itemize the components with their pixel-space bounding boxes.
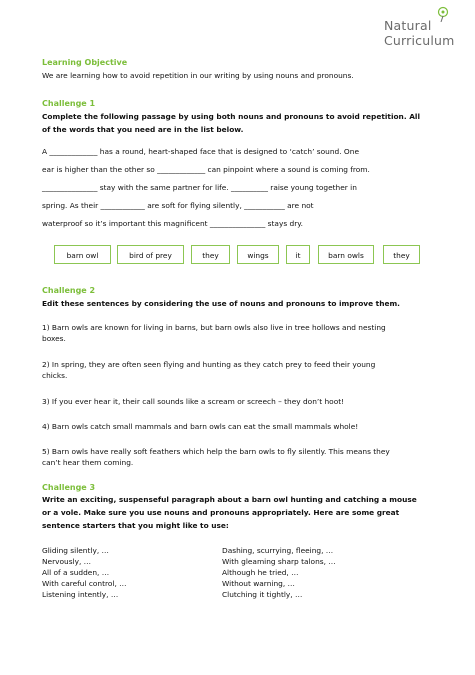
word-bank-item: wings [237, 245, 279, 264]
sentence-line: 4) Barn owls catch small mammals and barn owls can eat the small mammals whole! [42, 422, 359, 431]
challenge-3-instruction-line: Write an exciting, suspenseful paragraph about a barn owl hunting and catching a mouse [42, 495, 417, 504]
sentence-starter: Without warning, … [222, 579, 295, 588]
logo-line-2: Curriculum [384, 33, 455, 48]
sentence-starters-left [42, 545, 212, 600]
challenge-1-heading: Challenge 1 [42, 99, 96, 108]
sentence-line: 2) In spring, they are often seen flying and hunting as they catch prey to feed their young [42, 360, 376, 369]
passage-line: spring. As their ____________ are soft for flying silently, ___________ are not [42, 201, 314, 210]
sentence-starter: With careful control, … [42, 579, 127, 588]
sentence-4 [42, 421, 442, 432]
sentence-line: 1) Barn owls are known for living in barns, but barn owls also live in tree hollows and nesting [42, 323, 386, 332]
challenge-3-instruction-line: or a vole. Make sure you use nouns and pronouns appropriately. Here are some great [42, 508, 400, 517]
sentence-starter: All of a sudden, … [42, 568, 110, 577]
challenge-1-instruction-line-2: of the words that you need are in the list below. [42, 125, 244, 134]
sentence-5 [42, 446, 442, 468]
sentence-line: 3) If you ever hear it, their call sounds like a scream or screech – they don’t hoot! [42, 397, 345, 406]
learning-objective-text: We are learning how to avoid repetition in our writing by using nouns and pronouns. [42, 71, 354, 80]
natural-curriculum-logo [384, 6, 472, 54]
challenge-2-instruction: Edit these sentences by considering the use of nouns and pronouns to improve them. [42, 299, 400, 308]
word-bank-item: barn owls [318, 245, 374, 264]
challenge-1-instruction-line-1: Complete the following passage by using both nouns and pronouns to avoid repetition. All [42, 112, 420, 121]
sentence-line: 5) Barn owls have really soft feathers which help the barn owls to fly silently. This means they [42, 447, 390, 456]
sentence-starter: Although he tried, … [222, 568, 299, 577]
sentence-starter: Gliding silently, … [42, 546, 109, 555]
word-bank-item: they [383, 245, 420, 264]
challenge-3-instruction-line: sentence starters that you might like to use: [42, 521, 229, 530]
sentence-1 [42, 322, 442, 344]
sentence-line: can’t hear them coming. [42, 458, 134, 467]
sentence-starters-right [222, 545, 422, 600]
sentence-2 [42, 359, 442, 381]
challenge-2-heading: Challenge 2 [42, 286, 96, 295]
logo-line-1: Natural [384, 18, 432, 33]
sentence-3 [42, 396, 442, 407]
sentence-line: boxes. [42, 334, 66, 343]
word-bank-item: bird of prey [117, 245, 184, 264]
dandelion-logo-icon [436, 6, 450, 22]
sentence-starter: Nervously, … [42, 557, 92, 566]
word-bank-item: they [191, 245, 230, 264]
passage-line: _______________ stay with the same partner for life. __________ raise young together in [42, 183, 357, 192]
passage-line: ear is higher than the other so _____________ can pinpoint where a sound is coming from. [42, 165, 370, 174]
passage-line: waterproof so it’s important this magnificent _______________ stays dry. [42, 219, 303, 228]
word-bank-item: barn owl [54, 245, 111, 264]
sentence-starter: Listening intently, … [42, 590, 119, 599]
sentence-starter: With gleaming sharp talons, … [222, 557, 336, 566]
challenge-3-heading: Challenge 3 [42, 483, 96, 492]
word-bank-item: it [286, 245, 310, 264]
learning-objective-heading: Learning Objective [42, 58, 128, 67]
sentence-line: chicks. [42, 371, 68, 380]
sentence-starter: Dashing, scurrying, fleeing, … [222, 546, 334, 555]
sentence-starter: Clutching it tightly, … [222, 590, 303, 599]
passage-line: A _____________ has a round, heart-shaped face that is designed to ‘catch’ sound. One [42, 147, 359, 156]
